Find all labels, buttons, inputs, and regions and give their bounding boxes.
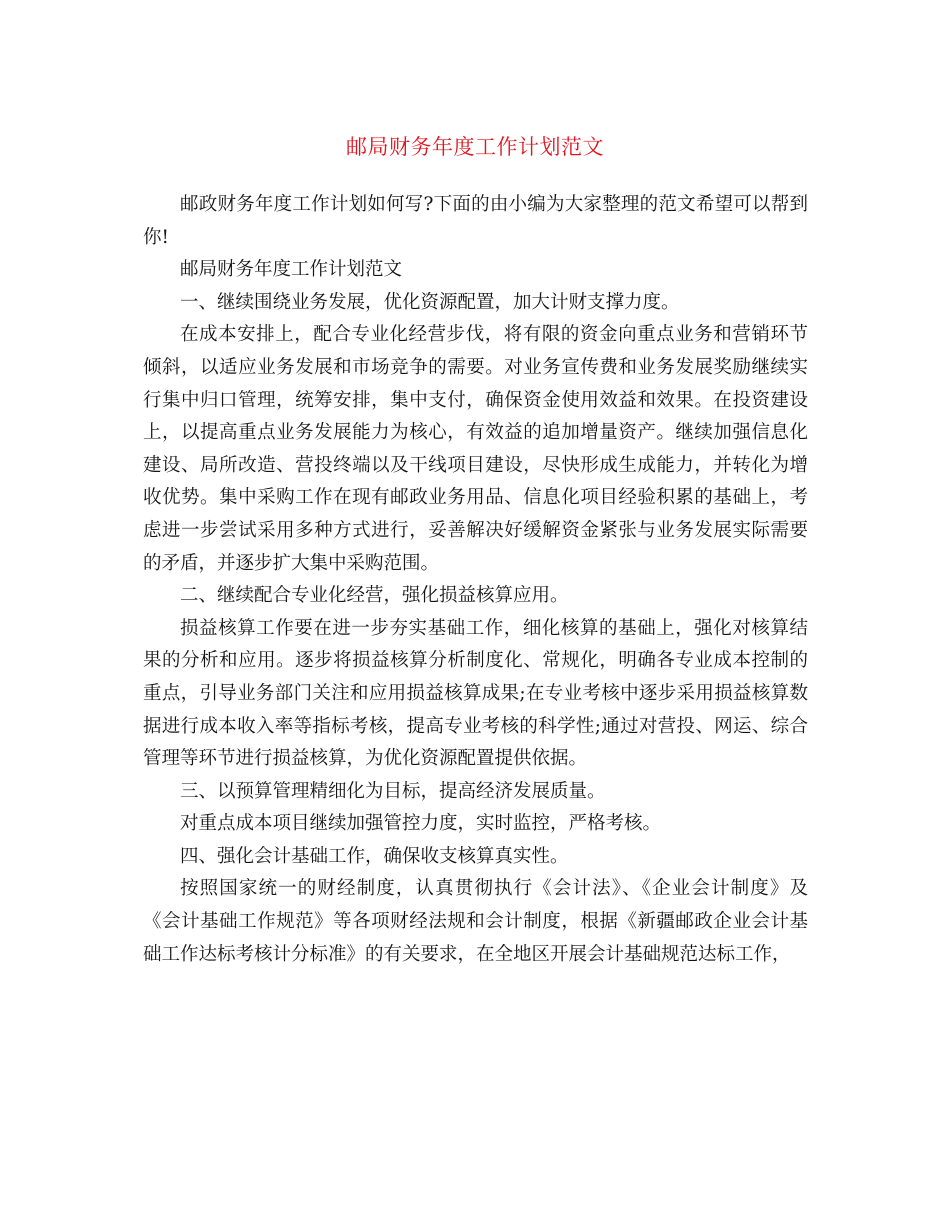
paragraph-subtitle: 邮局财务年度工作计划范文 <box>180 259 403 281</box>
section-body-1: 在成本安排上，配合专业化经营步伐，将有限的资金向重点业务和营销环节倾斜，以适应业务发展和市场竞争的需要。对业务宣传费和业务发展奖励继续实行集中归口管理，统筹安排，集中支付，确保资金使用效益和效果。在投资建设上，以提高重点业务发展能力为核心，有效益的追加增量资产。继续加强信息化建设、局所改造、营投终端以及干线项目建设，尽快形成生成能力，并转化为增收优势。集中采购工作在现有邮政业务用品、信息化项目经验积累的基础上，考虑进一步尝试采用多种方式进行，妥善解决好缓解资金紧张与业务发展实际需要的矛盾，并逐步扩大集中采购范围。 <box>143 324 808 574</box>
paragraph-intro: 邮政财务年度工作计划如何写?下面的由小编为大家整理的范文希望可以帮到你! <box>143 194 808 248</box>
section-body-3: 对重点成本项目继续加强管控力度，实时监控，严格考核。 <box>180 813 662 835</box>
section-heading-2: 二、继续配合专业化经营，强化损益核算应用。 <box>180 585 569 607</box>
document-body <box>143 189 808 971</box>
section-heading-3: 三、以预算管理精细化为目标，提高经济发展质量。 <box>180 780 606 802</box>
section-heading-4: 四、强化会计基础工作，确保收支核算真实性。 <box>180 845 569 867</box>
document-title: 邮局财务年度工作计划范文 <box>346 135 604 159</box>
section-heading-1: 一、继续围绕业务发展，优化资源配置，加大计财支撑力度。 <box>180 291 680 313</box>
section-body-4: 按照国家统一的财经制度，认真贯彻执行《会计法》、《企业会计制度》及《会计基础工作规范》等各项财经法规和会计制度，根据《新疆邮政企业会计基础工作达标考核计分标准》的有关要求，在全地区开展会计基础规范达标工作， <box>143 878 808 965</box>
section-body-2: 损益核算工作要在进一步夯实基础工作，细化核算的基础上，强化对核算结果的分析和应用。逐步将损益核算分析制度化、常规化，明确各专业成本控制的重点，引导业务部门关注和应用损益核算成果;在专业考核中逐步采用损益核算数据进行成本收入率等指标考核，提高专业考核的科学性;通过对营投、网运、综合管理等环节进行损益核算，为优化资源配置提供依据。 <box>143 617 808 770</box>
